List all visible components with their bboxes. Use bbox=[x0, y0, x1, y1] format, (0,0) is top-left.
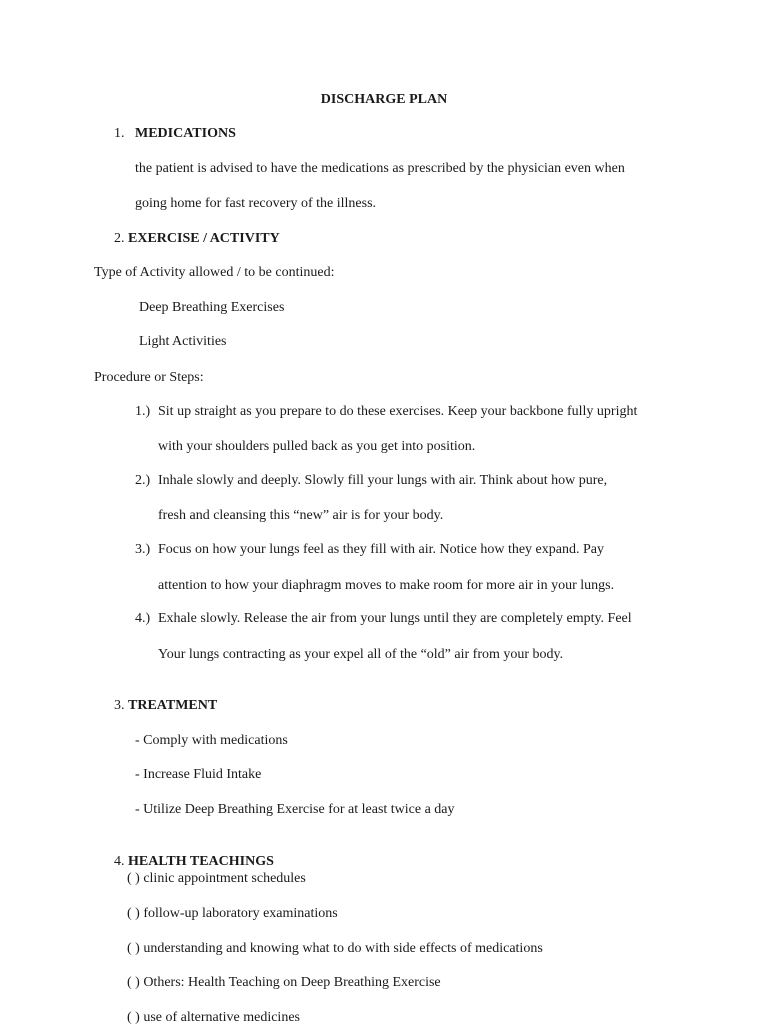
activity-item: Deep Breathing Exercises bbox=[139, 300, 285, 315]
treatment-item: - Utilize Deep Breathing Exercise for at least twice a day bbox=[135, 802, 455, 817]
health-teaching-item: ( ) follow-up laboratory examinations bbox=[127, 906, 338, 921]
treatment-item: - Comply with medications bbox=[135, 733, 288, 748]
step-text-line: Focus on how your lungs feel as they fill with air. Notice how they expand. Pay bbox=[158, 542, 604, 557]
procedure-label: Procedure or Steps: bbox=[94, 370, 204, 385]
section-heading-treatment: TREATMENT bbox=[128, 698, 218, 713]
section-heading-medications: MEDICATIONS bbox=[135, 126, 236, 141]
section-number-medications: 1. bbox=[114, 126, 125, 141]
section-number-health: 4. bbox=[114, 854, 125, 869]
step-number: 4.) bbox=[135, 611, 151, 626]
section-number-exercise: 2. bbox=[114, 231, 125, 246]
section-number-treatment: 3. bbox=[114, 698, 125, 713]
medications-text-line: going home for fast recovery of the illness. bbox=[135, 196, 377, 211]
section-heading-health: HEALTH TEACHINGS bbox=[128, 854, 274, 869]
step-text-line: Inhale slowly and deeply. Slowly fill your lungs with air. Think about how pure, bbox=[158, 473, 608, 488]
health-teaching-item: ( ) use of alternative medicines bbox=[127, 1010, 300, 1025]
step-number: 3.) bbox=[135, 542, 151, 557]
page-title: DISCHARGE PLAN bbox=[320, 92, 448, 107]
step-number: 2.) bbox=[135, 473, 151, 488]
step-text-line: fresh and cleansing this “new” air is for your body. bbox=[158, 508, 444, 523]
activity-label: Type of Activity allowed / to be continued: bbox=[94, 265, 335, 280]
treatment-item: - Increase Fluid Intake bbox=[135, 767, 262, 782]
step-text-line: Sit up straight as you prepare to do these exercises. Keep your backbone fully upright bbox=[158, 404, 638, 419]
health-teaching-item: ( ) clinic appointment schedules bbox=[127, 871, 306, 886]
step-text-line: attention to how your diaphragm moves to make room for more air in your lungs. bbox=[158, 578, 615, 593]
health-teaching-item: ( ) Others: Health Teaching on Deep Breathing Exercise bbox=[127, 975, 441, 990]
health-teaching-item: ( ) understanding and knowing what to do with side effects of medications bbox=[127, 941, 543, 956]
medications-text-line: the patient is advised to have the medications as prescribed by the physician even when bbox=[135, 161, 625, 176]
step-text-line: with your shoulders pulled back as you get into position. bbox=[158, 439, 476, 454]
section-heading-exercise: EXERCISE / ACTIVITY bbox=[128, 231, 280, 246]
step-text-line: Exhale slowly. Release the air from your lungs until they are completely empty. Feel bbox=[158, 611, 632, 626]
step-text-line: Your lungs contracting as your expel all of the “old” air from your body. bbox=[158, 647, 564, 662]
activity-item: Light Activities bbox=[139, 334, 227, 349]
step-number: 1.) bbox=[135, 404, 151, 419]
